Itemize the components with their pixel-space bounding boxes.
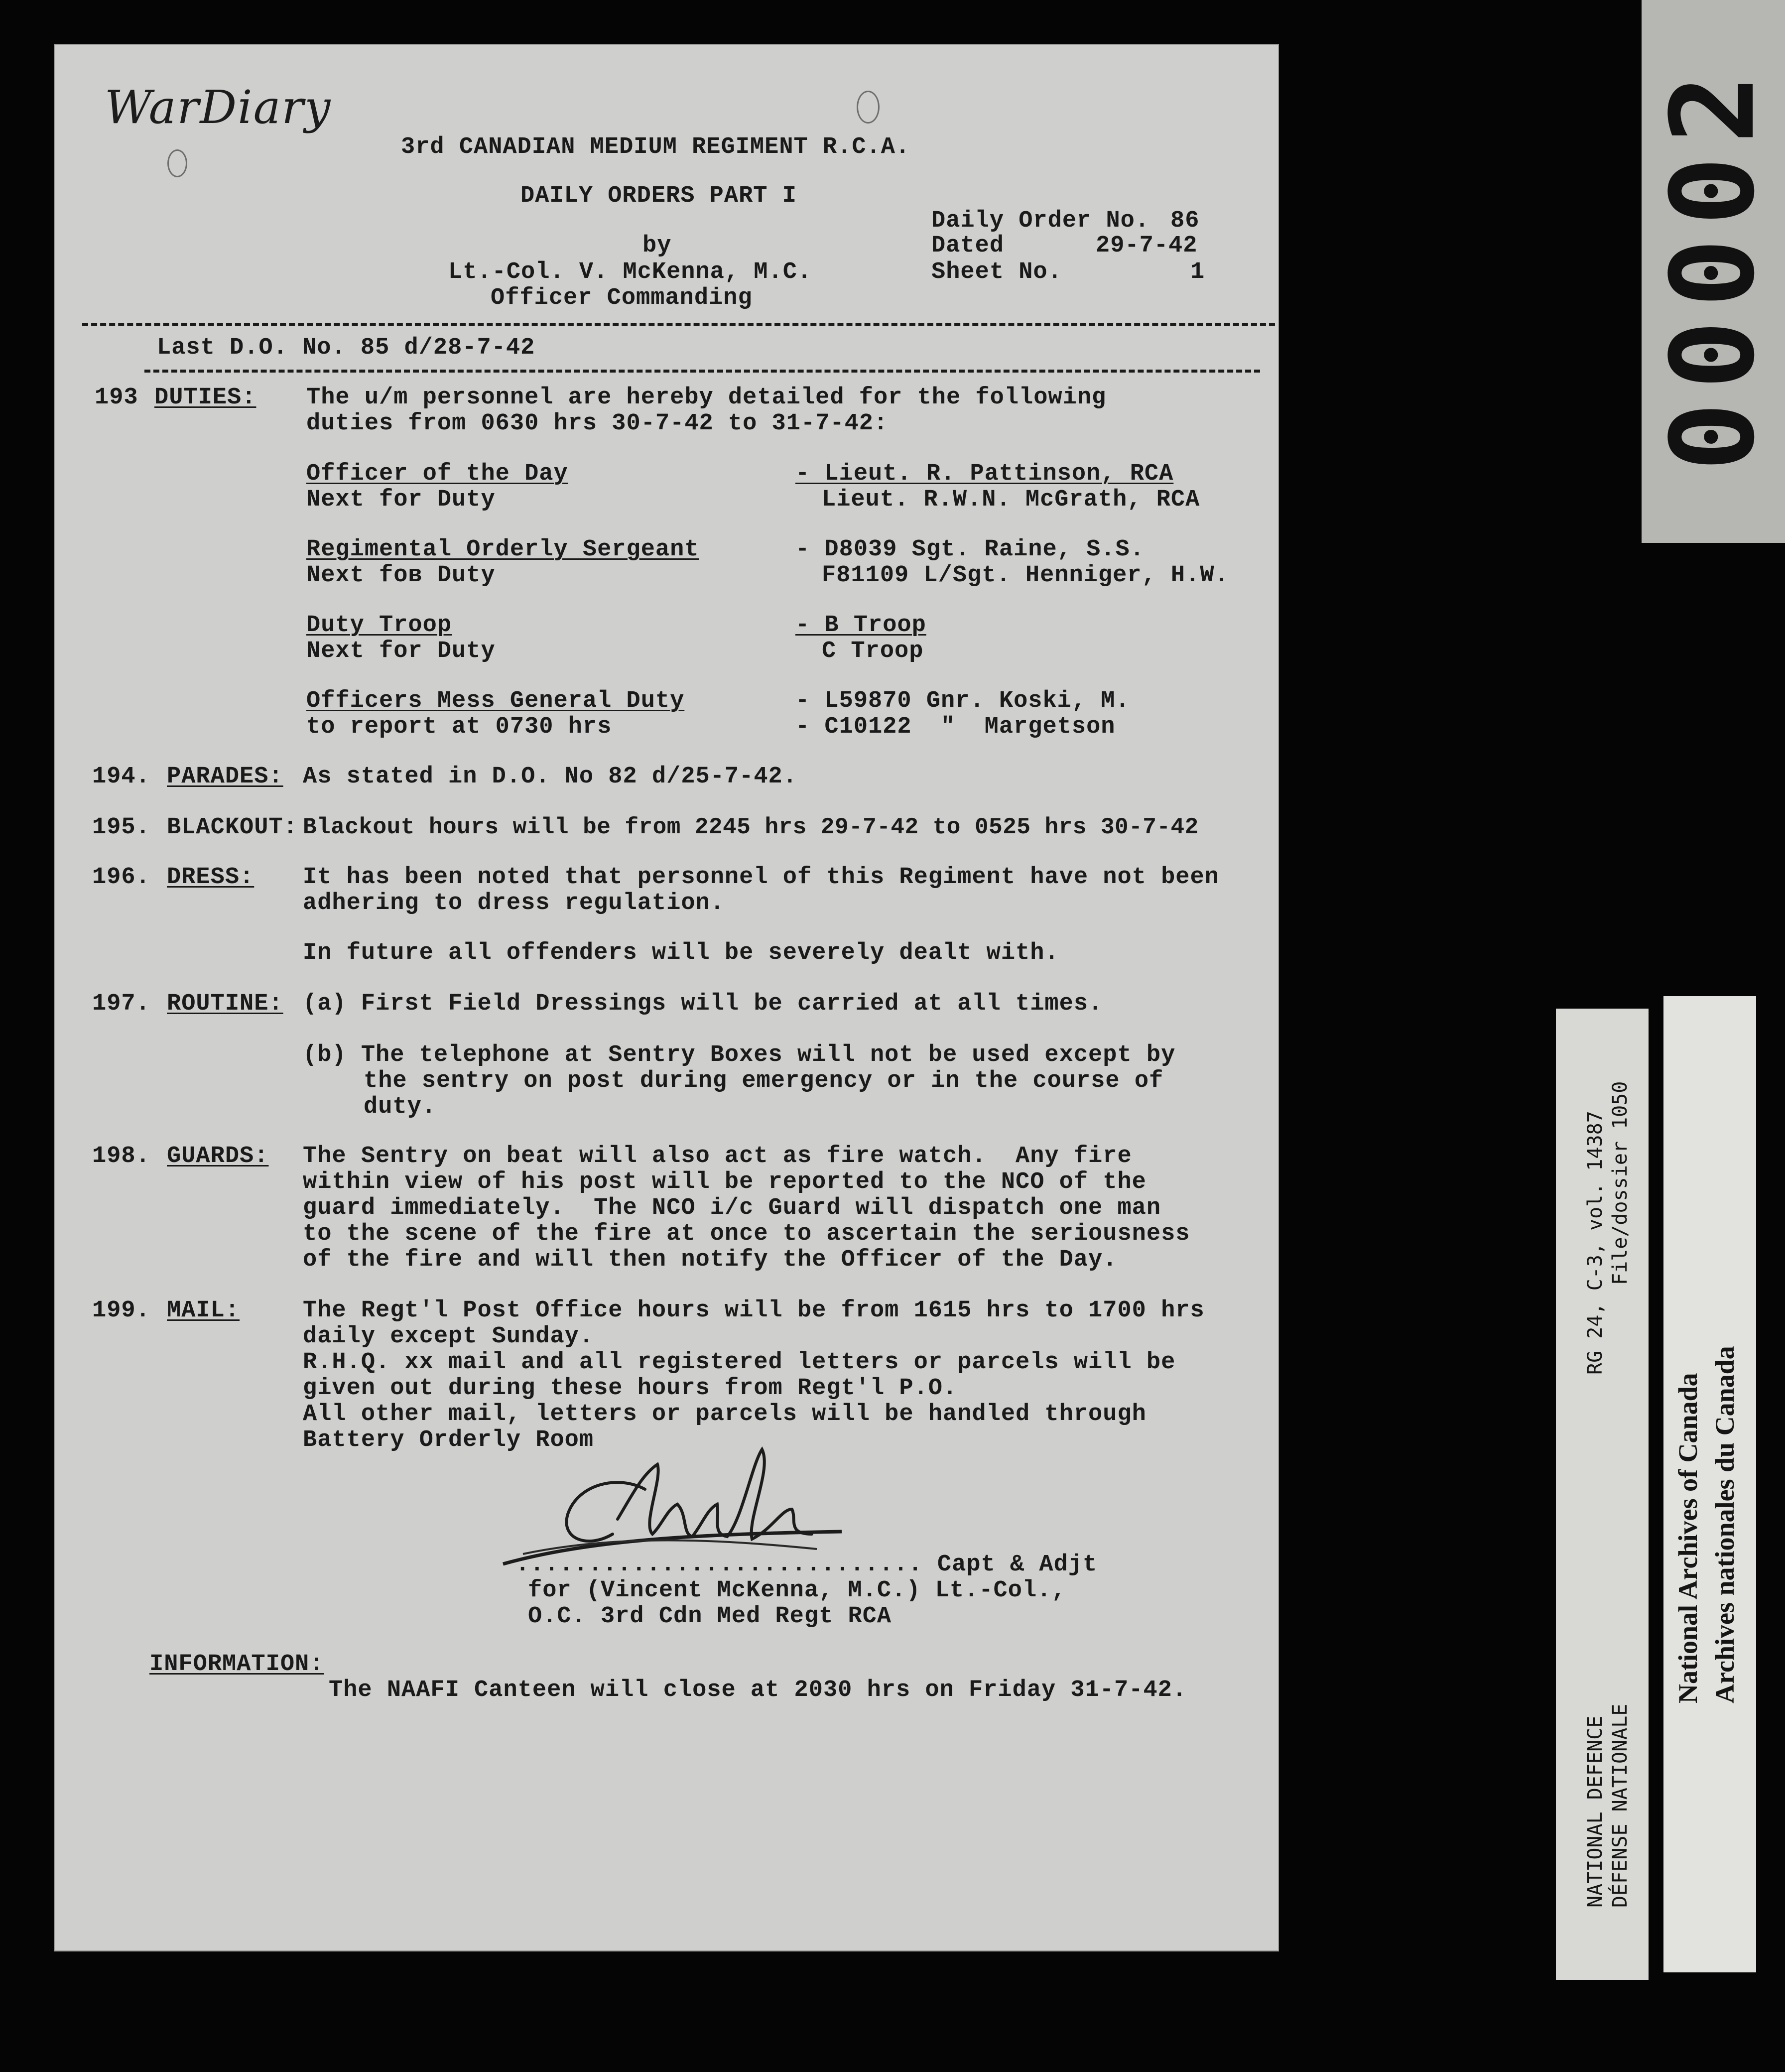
information-text: The NAAFI Canteen will close at 2030 hrs on Friday 31-7-42. <box>329 1677 1187 1703</box>
duty-assignee: - B Troop <box>795 612 926 639</box>
duty-title: Regimental Orderly Sergeant <box>306 536 699 563</box>
item-heading: MAIL: <box>167 1297 240 1324</box>
paragraph-line: The Regt'l Post Office hours will be from 1615 hrs to 1700 hrs <box>303 1297 1205 1324</box>
handwritten-annotation: WarDiary <box>105 81 332 134</box>
item-number: 199. <box>92 1297 150 1324</box>
punch-hole-mark <box>857 91 880 124</box>
archives-name-fr: Archives nationales du Canada <box>1710 1346 1740 1703</box>
paragraph-line: to the scene of the fire at once to ascertain the seriousness <box>303 1221 1190 1247</box>
paragraph-line: Battery Orderly Room <box>303 1427 594 1453</box>
duty-title: Officer of the Day <box>306 461 568 487</box>
paragraph-line: within view of his post will be reported to the NCO of the <box>303 1169 1147 1195</box>
duty-assignee: - Lieut. R. Pattinson, RCA <box>795 461 1174 487</box>
commander-name: Lt.-Col. V. McKenna, M.C. <box>448 259 812 285</box>
signature-line: ............................ Capt & Adjt <box>515 1552 1098 1578</box>
duty-next: to report at 0730 hrs <box>306 714 612 740</box>
paragraph-line: given out during these hours from Regt'l P.O. <box>303 1375 958 1402</box>
paragraph-line: duties from 0630 hrs 30-7-42 to 31-7-42: <box>306 410 889 437</box>
commander-role: Officer Commanding <box>491 285 753 311</box>
duty-assignee: - L59870 Gnr. Koski, M. <box>795 688 1130 714</box>
duty-assignee: - D8039 Sgt. Raine, S.S. <box>795 536 1145 563</box>
item-number: 194. <box>92 764 150 790</box>
punch-hole-mark <box>167 149 187 177</box>
paragraph-line: of the fire and will then notify the Officer of the Day. <box>303 1247 1118 1273</box>
divider <box>144 370 1260 373</box>
paragraph-line: R.H.Q. xx mail and all registered letters or parcels will be <box>303 1349 1176 1376</box>
order-no-label: Daily Order No. <box>931 208 1150 234</box>
paragraph-line: duty. <box>364 1094 437 1120</box>
defence-label-en: NATIONAL DEFENCE <box>1584 1715 1607 1908</box>
duty-next-assignee: - C10122 " Margetson <box>795 714 1116 740</box>
duty-next: Next for Duty <box>306 638 496 664</box>
duty-next: Next foв Duty <box>306 562 496 589</box>
paragraph-line: adhering to dress regulation. <box>303 890 725 916</box>
item-heading: ROUTINE: <box>167 991 283 1017</box>
information-heading: INFORMATION: <box>149 1651 324 1678</box>
defence-label-fr: DÉFENSE NATIONALE <box>1609 1703 1632 1908</box>
paragraph-line: (a) First Field Dressings will be carried at all times. <box>303 991 1103 1017</box>
paragraph-line: The Sentry on beat will also act as fire watch. Any fire <box>303 1143 1132 1169</box>
paragraph-line: daily except Sunday. <box>303 1323 594 1350</box>
item-number: 196. <box>92 864 150 891</box>
paragraph-line: All other mail, letters or parcels will be handled through <box>303 1401 1147 1427</box>
sheet-value: 1 <box>1190 259 1205 285</box>
item-heading: GUARDS: <box>167 1143 269 1169</box>
paragraph-line: In future all offenders will be severely dealt with. <box>303 940 1059 966</box>
paragraph-line: guard immediately. The NCO i/c Guard will dispatch one man <box>303 1195 1161 1221</box>
sheet-label: Sheet No. <box>931 259 1062 285</box>
orders-title: DAILY ORDERS PART I <box>520 183 797 209</box>
dated-label: Dated <box>931 233 1005 259</box>
reference-number: RG 24, C-3, vol. 14387 <box>1584 1111 1607 1375</box>
signature-for: for (Vincent McKenna, M.C.) Lt.-Col., <box>528 1577 1066 1604</box>
item-heading: DUTIES: <box>154 385 256 411</box>
paragraph-line: The u/m personnel are hereby detailed for the following <box>306 385 1107 411</box>
duty-next-assignee: Lieut. R.W.N. McGrath, RCA <box>822 487 1200 513</box>
duty-next-assignee: F81109 L/Sgt. Henniger, H.W. <box>822 562 1229 589</box>
duty-next: Next for Duty <box>306 487 496 513</box>
signature-oc: O.C. 3rd Cdn Med Regt RCA <box>528 1603 892 1630</box>
duty-title: Officers Mess General Duty <box>306 688 685 714</box>
duty-next-assignee: C Troop <box>822 638 924 664</box>
duty-title: Duty Troop <box>306 612 452 639</box>
paragraph-line: Blackout hours will be from 2245 hrs 29-7-42 to 0525 hrs 30-7-42 <box>303 814 1199 840</box>
order-no-value: 86 <box>1170 208 1200 234</box>
paragraph-line: the sentry on post during emergency or in the course of <box>364 1068 1164 1094</box>
frame-number: 00002 <box>1647 61 1780 472</box>
item-number: 195. <box>92 814 150 841</box>
paragraph-line: (b) The telephone at Sentry Boxes will not be used except by <box>303 1042 1176 1068</box>
item-number: 197. <box>92 991 150 1017</box>
divider <box>82 323 1275 326</box>
paragraph-line: It has been noted that personnel of this Regiment have not been <box>303 864 1219 891</box>
by-label: by <box>642 233 672 259</box>
unit-title: 3rd CANADIAN MEDIUM REGIMENT R.C.A. <box>401 134 910 160</box>
paragraph-line: As stated in D.O. No 82 d/25-7-42. <box>303 764 797 790</box>
item-heading: BLACKOUT: <box>167 814 298 841</box>
item-heading: PARADES: <box>167 764 283 790</box>
item-number: 198. <box>92 1143 150 1169</box>
item-number: 193 <box>95 385 138 411</box>
dated-value: 29-7-42 <box>1096 233 1198 259</box>
archives-name-en: National Archives of Canada <box>1673 1373 1703 1703</box>
last-order-ref: Last D.O. No. 85 d/28-7-42 <box>157 335 535 361</box>
item-heading: DRESS: <box>167 864 255 891</box>
reference-file: File/dossier 1050 <box>1609 1081 1632 1285</box>
